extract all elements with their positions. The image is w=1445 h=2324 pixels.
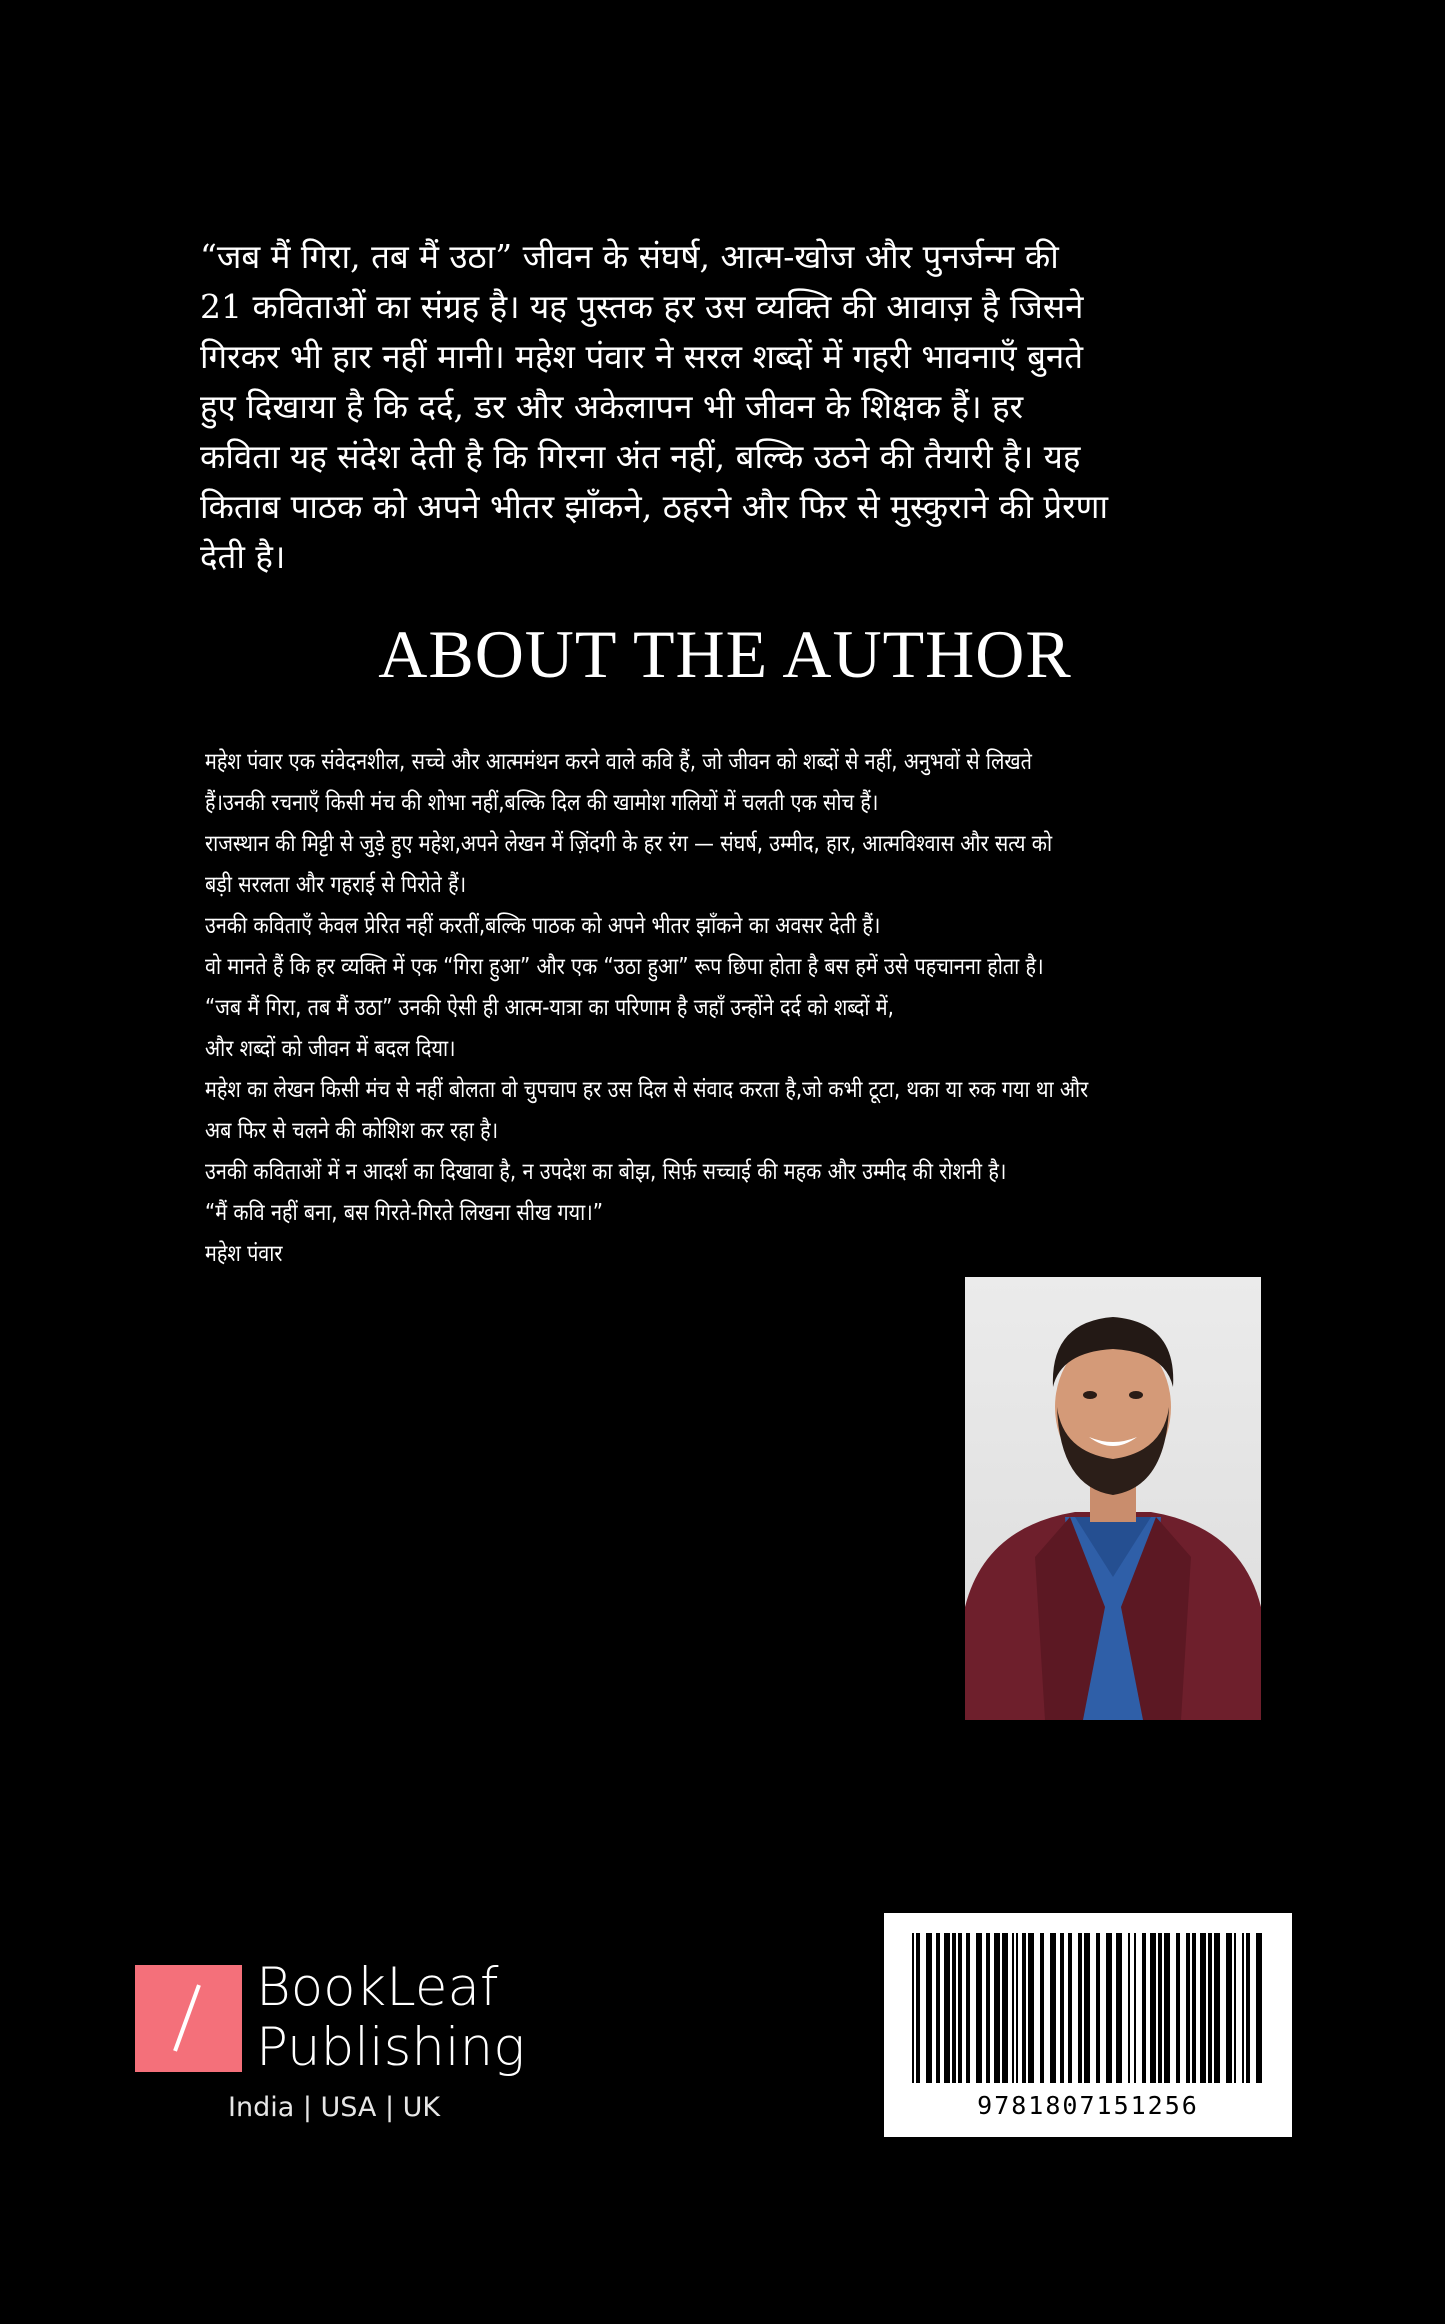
barcode-bar bbox=[1022, 1933, 1026, 2083]
barcode-bar bbox=[1234, 1933, 1236, 2083]
barcode-bar bbox=[1226, 1933, 1232, 2083]
barcode-bar bbox=[1246, 1933, 1250, 2083]
isbn-barcode bbox=[884, 1913, 1292, 2137]
barcode-bar bbox=[1186, 1933, 1190, 2083]
bio-line: और शब्दों को जीवन में बदल दिया। bbox=[205, 1036, 456, 1062]
barcode-bar bbox=[958, 1933, 962, 2083]
barcode-bar bbox=[1040, 1933, 1044, 2083]
barcode-bar bbox=[1200, 1933, 1206, 2083]
bio-line: अब फिर से चलने की कोशिश कर रहा है। bbox=[205, 1118, 499, 1144]
bio-line: उनकी कविताओं में न आदर्श का दिखावा है, न उपदेश का बोझ, सिर्फ़ सच्चाई की महक और उम्मीद की रोशनी है। bbox=[205, 1159, 1007, 1185]
isbn-number: 9781807151256 bbox=[977, 2091, 1199, 2120]
barcode-bar bbox=[986, 1933, 990, 2083]
bio-line: बड़ी सरलता और गहराई से पिरोते हैं। bbox=[205, 872, 467, 898]
barcode-bar bbox=[916, 1933, 920, 2083]
bio-line: हैं।उनकी रचनाएँ किसी मंच की शोभा नहीं,बल्कि दिल की खामोश गलियों में चलती एक सोच हैं। bbox=[205, 790, 879, 816]
author-bio bbox=[205, 742, 1115, 1275]
barcode-bar bbox=[1256, 1933, 1262, 2083]
slash-mark bbox=[173, 1984, 201, 2051]
barcode-bar bbox=[1060, 1933, 1064, 2083]
barcode-bar bbox=[1116, 1933, 1122, 2083]
barcode-bar bbox=[926, 1933, 932, 2083]
barcode-bar bbox=[936, 1933, 940, 2083]
barcode-bar bbox=[912, 1933, 914, 2083]
barcode-bar bbox=[1214, 1933, 1220, 2083]
barcode-bars bbox=[884, 1913, 1292, 2093]
barcode-bar bbox=[1208, 1933, 1212, 2083]
author-signature: महेश पंवार bbox=[205, 1241, 283, 1267]
author-photo bbox=[965, 1277, 1261, 1720]
publisher-name-line2: Publishing bbox=[256, 2017, 526, 2078]
bio-line: वो मानते हैं कि हर व्यक्ति में एक “गिरा हुआ” और एक “उठा हुआ” रूप छिपा होता है बस हमें उसे पहचानना होता है। bbox=[205, 954, 1044, 980]
barcode-bar bbox=[976, 1933, 982, 2083]
bookleaf-logo-icon bbox=[135, 1965, 242, 2072]
publisher-name-line1: BookLeaf bbox=[256, 1957, 499, 2018]
barcode-bar bbox=[1176, 1933, 1180, 2083]
barcode-bar bbox=[1128, 1933, 1130, 2083]
bio-line: “मैं कवि नहीं बना, बस गिरते-गिरते लिखना सीख गया।” bbox=[205, 1200, 603, 1226]
barcode-bar bbox=[1068, 1933, 1072, 2083]
barcode-bar bbox=[1142, 1933, 1146, 2083]
barcode-bar bbox=[1016, 1933, 1018, 2083]
barcode-bar bbox=[1084, 1933, 1090, 2083]
barcode-bar bbox=[1028, 1933, 1034, 2083]
barcode-bar bbox=[1150, 1933, 1156, 2083]
publisher-regions: India | USA | UK bbox=[228, 2092, 441, 2123]
book-blurb: “जब मैं गिरा, तब मैं उठा” जीवन के संघर्ष, आत्म-खोज और पुनर्जन्म की 21 कविताओं का संग्रह है। यह पुस्तक हर उस व्यक्ति की आवाज़ है जिसने गिरकर भी हार नहीं मानी। महेश पंवार ने सरल शब्दों में गहरी भावनाएँ बुनते हुए दिखाया है कि दर्द, डर और अकेलापन भी जीवन के शिक्षक हैं। हर कविता यह संदेश देती है कि गिरना अंत नहीं, बल्कि उठने की तैयारी है। यह किताब पाठक को अपने भीतर झाँकने, ठहरने और फिर से मुस्कुराने की प्रेरणा देती है। bbox=[200, 237, 1109, 576]
barcode-bar bbox=[1134, 1933, 1136, 2083]
publisher-name bbox=[256, 1958, 525, 2078]
bio-line: उनकी कविताएँ केवल प्रेरित नहीं करतीं,बल्कि पाठक को अपने भीतर झाँकने का अवसर देती हैं। bbox=[205, 913, 881, 939]
barcode-bar bbox=[1078, 1933, 1082, 2083]
barcode-bar bbox=[1242, 1933, 1244, 2083]
about-author-heading: ABOUT THE AUTHOR bbox=[378, 616, 1072, 692]
barcode-bar bbox=[952, 1933, 956, 2083]
barcode-bar bbox=[1002, 1933, 1008, 2083]
barcode-bar bbox=[1158, 1933, 1162, 2083]
barcode-bar bbox=[944, 1933, 950, 2083]
bio-line: महेश का लेखन किसी मंच से नहीं बोलता वो चुपचाप हर उस दिल से संवाद करता है,जो कभी टूटा, थका या रुक गया था और bbox=[205, 1077, 1089, 1103]
barcode-bar bbox=[1164, 1933, 1170, 2083]
bio-line: राजस्थान की मिट्टी से जुड़े हुए महेश,अपने लेखन में ज़िंदगी के हर रंग — संघर्ष, उम्मीद, हार, आत्मविश्वास और सत्य को bbox=[205, 831, 1053, 857]
barcode-bar bbox=[1106, 1933, 1112, 2083]
barcode-bar bbox=[966, 1933, 970, 2083]
barcode-bar bbox=[1096, 1933, 1100, 2083]
bio-line: “जब मैं गिरा, तब मैं उठा” उनकी ऐसी ही आत्म-यात्रा का परिणाम है जहाँ उन्होंने दर्द को शब्दों में, bbox=[205, 995, 894, 1021]
bio-line: महेश पंवार एक संवेदनशील, सच्चे और आत्ममंथन करने वाले कवि हैं, जो जीवन को शब्दों से नहीं, अनुभवों से लिखते bbox=[205, 749, 1032, 775]
barcode-bar bbox=[1050, 1933, 1056, 2083]
barcode-bar bbox=[994, 1933, 1000, 2083]
author-portrait-illustration bbox=[965, 1277, 1261, 1720]
barcode-bar bbox=[1012, 1933, 1014, 2083]
barcode-bar bbox=[1192, 1933, 1196, 2083]
